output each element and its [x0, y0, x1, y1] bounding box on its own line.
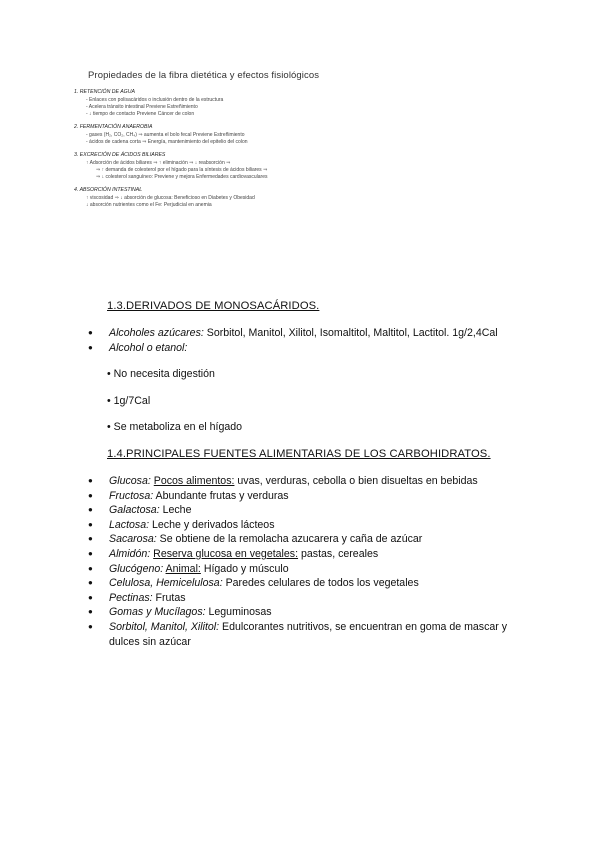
figure-line: - Acelera tránsito intestinal Previene Estreñimiento: [86, 104, 198, 110]
figure-line: - gases (H₂, CO₂, CH₄) ⇒ aumenta el bolo fecal Previene Estreñimiento: [86, 132, 245, 138]
item-text: pastas, cereales: [298, 547, 379, 560]
list-item: [88, 503, 538, 518]
figure-sections: [70, 89, 340, 209]
item-text: Sorbitol, Manitol, Xilitol, Isomaltitol, Maltitol, Lactitol. 1g/2,4Cal: [203, 327, 498, 339]
list-item: [88, 562, 538, 577]
figure-section-heading: 2. FERMENTACIÓN ANAEROBIA: [74, 124, 153, 130]
list-item: [88, 620, 538, 649]
item-text: Leche y derivados lácteos: [149, 518, 275, 531]
list-item: [88, 547, 538, 562]
item-term: Sacarosa:: [109, 533, 157, 546]
fiber-properties-figure: [70, 70, 340, 270]
item-term: Alcoholes azúcares:: [109, 327, 204, 339]
figure-line: - ↓ tiempo de contacto Previene Cáncer de colon: [86, 111, 195, 117]
item-text: Se obtiene de la remolacha azucarera y caña de azúcar: [156, 533, 423, 546]
item-term: Galactosa:: [109, 504, 160, 517]
item-text: Leche: [159, 504, 192, 517]
list-item: [88, 591, 538, 606]
heading-1-3: 1.3.DERIVADOS DE MONOSACÁRIDOS.: [107, 300, 320, 312]
item-text: Edulcorantes nutritivos, se encuentran en goma de mascar y dulces sin azúcar: [109, 620, 508, 648]
figure-line: ↓ absorción nutrientes como el Fe: Perjudicial en anemia: [86, 202, 212, 208]
item-text: Leguminosas: [205, 606, 272, 619]
item-term: Glucosa:: [109, 475, 151, 487]
list-item: [88, 532, 538, 547]
heading-1-4: 1.4.PRINCIPALES FUENTES ALIMENTARIAS DE LOS CARBOHIDRATOS.: [107, 448, 491, 460]
list-item: [88, 474, 538, 489]
item-term: Alcohol o etanol:: [109, 341, 188, 354]
figure-line: ↑ Adsorción de ácidos biliares ⇒ ↑ eliminación ⇒ ↓ reabsorción ⇒: [86, 160, 231, 166]
item-underlined-text: Reserva glucosa en vegetales:: [153, 547, 299, 560]
item-term: Glucógeno:: [109, 562, 164, 575]
monosaccharide-derivatives-list: [88, 326, 498, 355]
item-term: Lactosa:: [109, 518, 150, 531]
item-term: Fructosa:: [109, 489, 154, 502]
figure-section: [70, 89, 340, 118]
figure-line: - ácidos de cadena corta ⇒ Energía, mantenimiento del epitelio del colon: [86, 139, 248, 145]
figure-line: ↑ viscosidad ⇒ ↓ absorción de glucosa: Beneficioso en Diabetes y Obesidad: [86, 195, 255, 201]
figure-title: Propiedades de la fibra dietética y efectos fisiológicos: [88, 70, 320, 81]
figure-line: ⇒ ↓ colesterol sanguíneo: Previene y mejora Enfermedades cardiovasculares: [96, 174, 268, 180]
figure-section-heading: 3. EXCRECIÓN DE ÁCIDOS BILIARES: [74, 152, 166, 158]
item-term: Gomas y Mucílagos:: [109, 606, 206, 619]
list-item: [88, 489, 538, 504]
item-underlined-text: Animal:: [165, 562, 201, 575]
list-item: [88, 576, 538, 591]
item-text: uvas, verduras, cebolla o bien disueltas en bebidas: [234, 475, 478, 487]
figure-section-heading: 4. ABSORCIÓN INTESTINAL: [74, 187, 143, 193]
item-term: Almidón:: [109, 547, 151, 560]
item-text: Abundante frutas y verduras: [153, 489, 289, 502]
list-item: [88, 326, 498, 341]
list-item: [88, 341, 498, 356]
item-term: Celulosa, Hemicelulosa:: [109, 577, 223, 590]
figure-line: - Enlaces con polisacáridos o inclusión dentro de la estructura: [86, 97, 224, 103]
item-text: Frutas: [152, 591, 186, 604]
figure-line: ⇒ ↑ demanda de colesterol por el hígado para la síntesis de ácidos biliares ⇒: [96, 167, 268, 173]
item-underlined-text: Pocos alimentos:: [153, 475, 235, 487]
sub-point: • 1g/7Cal: [107, 395, 151, 407]
item-term: Sorbitol, Manitol, Xilitol:: [109, 620, 220, 633]
item-text: Hígado y músculo: [200, 562, 289, 575]
list-item: [88, 605, 538, 620]
figure-section: [70, 152, 340, 181]
item-term: Pectinas:: [109, 591, 153, 604]
figure-section: [70, 124, 340, 146]
carbohydrate-sources-list: [88, 474, 538, 649]
sub-point: • No necesita digestión: [107, 368, 215, 380]
sub-point: • Se metaboliza en el hígado: [107, 421, 243, 433]
figure-section-heading: 1. RETENCIÓN DE AGUA: [74, 89, 135, 95]
list-item: [88, 518, 538, 533]
item-text: Paredes celulares de todos los vegetales: [222, 577, 419, 590]
figure-section: [70, 187, 340, 209]
